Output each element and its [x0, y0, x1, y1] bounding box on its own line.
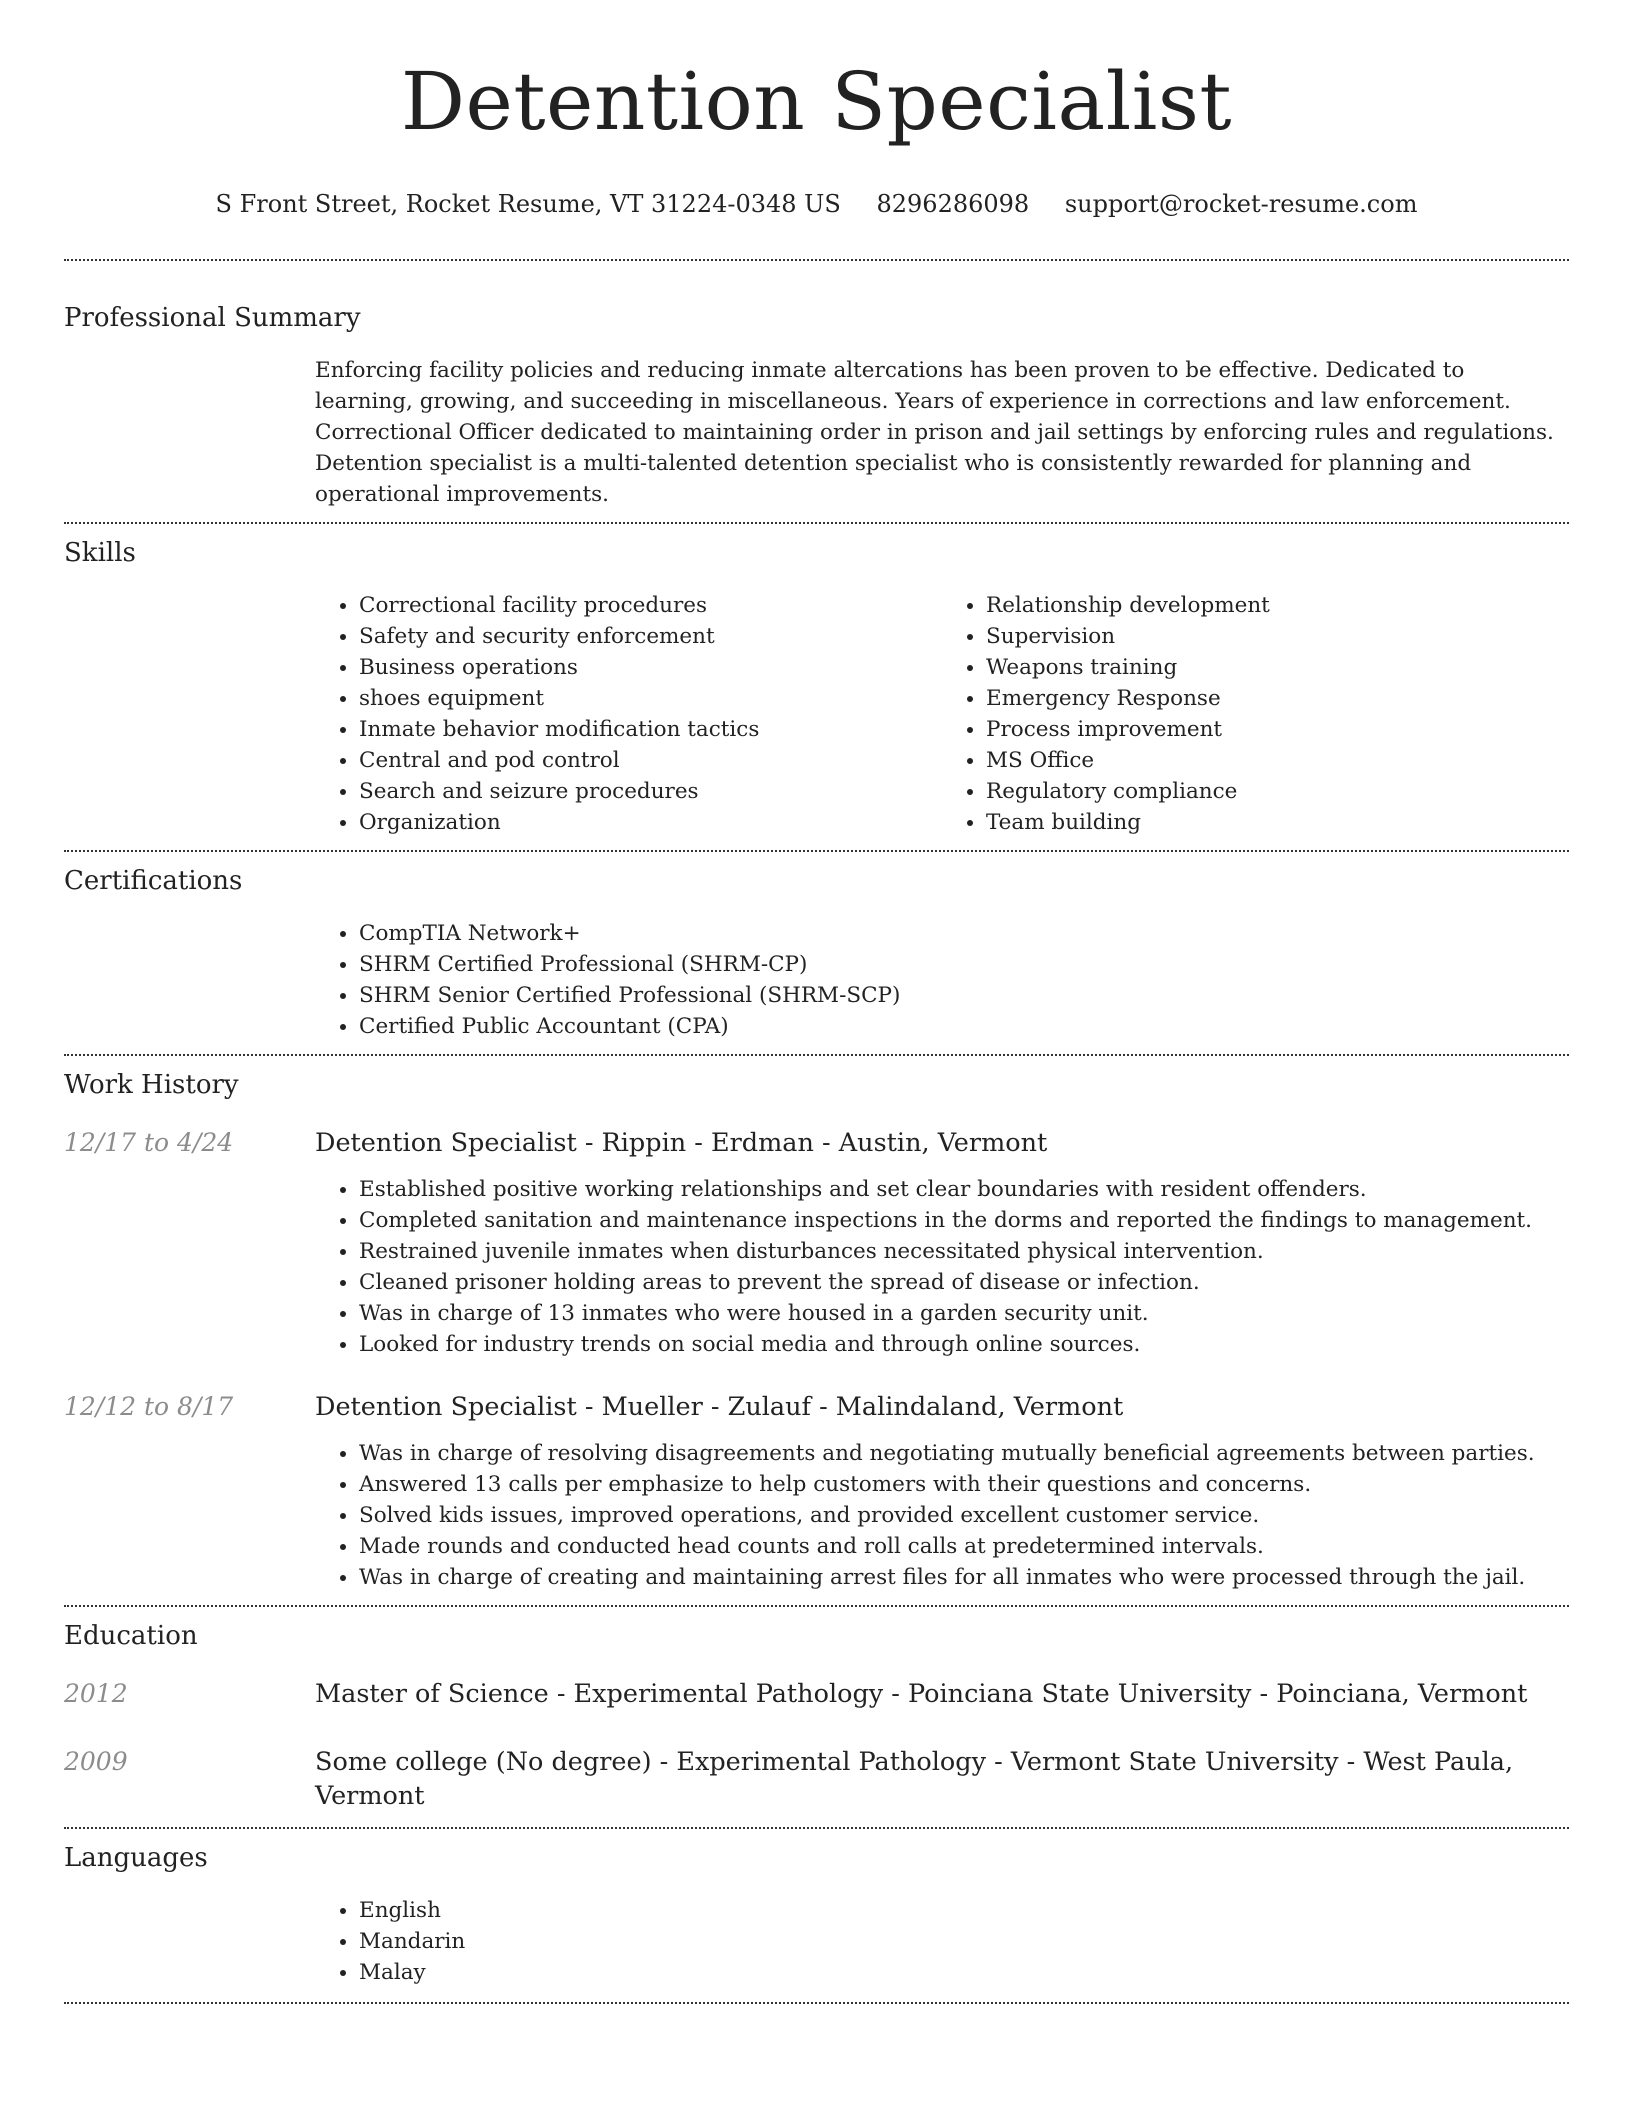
section-divider	[64, 850, 1569, 852]
certifications-section	[64, 864, 1569, 1042]
job-title: Detention Specialist - Mueller - Zulauf - Malindaland, Vermont	[315, 1392, 1124, 1422]
summary-text: Enforcing facility policies and reducing inmate altercations has been proven to be effective. Dedicated to learning, growing, and succeeding in miscellaneous. Years of experience in corrections and law enforcement. Correctional Officer dedicated to maintaining order in prison and jail settings by enforcing rules and regulations. Detention specialist is a multi-talented detention specialist who is consistently rewarded for planning and operational improvements.	[315, 358, 1554, 507]
job-bullet: • Was in charge of resolving disagreements and negotiating mutually beneficial agreements between parties.	[359, 1438, 1569, 1469]
skill-item: • Regulatory compliance	[986, 776, 1569, 807]
job-details	[315, 1174, 1569, 1360]
skills-list-left	[315, 590, 942, 838]
summary-section	[64, 301, 1569, 510]
languages-list	[315, 1895, 1569, 1988]
contact-phone: 8296286098	[876, 190, 1030, 218]
education-entry	[64, 1745, 1569, 1813]
section-divider	[64, 259, 1569, 261]
skill-item: • Central and pod control	[359, 745, 942, 776]
skill-item: • Team building	[986, 807, 1569, 838]
section-title-work: Work History	[64, 1070, 239, 1100]
resume-page	[64, 0, 1569, 2004]
job-bullets	[315, 1438, 1569, 1593]
summary-content	[315, 355, 1569, 510]
job-bullet: • Solved kids issues, improved operations, and provided excellent customer service.	[359, 1500, 1569, 1531]
section-title-skills: Skills	[64, 538, 136, 568]
education-year: 2009	[64, 1747, 128, 1776]
education-year: 2012	[64, 1679, 128, 1708]
skill-item: • Inmate behavior modification tactics	[359, 714, 942, 745]
skill-item: • Search and seizure procedures	[359, 776, 942, 807]
language-item: • Mandarin	[359, 1926, 1569, 1957]
job-bullets	[315, 1174, 1569, 1360]
skill-item: • Emergency Response	[986, 683, 1569, 714]
section-title-certifications: Certifications	[64, 866, 243, 896]
skill-item: • Supervision	[986, 621, 1569, 652]
languages-section	[64, 1841, 1569, 1988]
contact-address: S Front Street, Rocket Resume, VT 31224-0348 US	[215, 190, 841, 218]
education-title: Master of Science - Experimental Pathology - Poinciana State University - Poinciana, Vermont	[315, 1679, 1528, 1709]
contact-line	[64, 188, 1569, 220]
language-item: • English	[359, 1895, 1569, 1926]
section-divider	[64, 2002, 1569, 2004]
certifications-content	[315, 918, 1569, 1042]
job-bullet: • Completed sanitation and maintenance inspections in the dorms and reported the findings to management.	[359, 1205, 1569, 1236]
job-bullet: • Restrained juvenile inmates when disturbances necessitated physical intervention.	[359, 1236, 1569, 1267]
skill-item: • Relationship development	[986, 590, 1569, 621]
job-bullet: • Made rounds and conducted head counts and roll calls at predetermined intervals.	[359, 1531, 1569, 1562]
languages-content	[315, 1895, 1569, 1988]
job-dates: 12/17 to 4/24	[64, 1128, 234, 1157]
job-bullet: • Was in charge of 13 inmates who were housed in a garden security unit.	[359, 1298, 1569, 1329]
certification-item: • Certified Public Accountant (CPA)	[359, 1011, 1569, 1042]
skill-item: • Business operations	[359, 652, 942, 683]
section-divider	[64, 1827, 1569, 1829]
job-entry	[64, 1126, 1569, 1360]
job-entry	[64, 1390, 1569, 1593]
language-item: • Malay	[359, 1957, 1569, 1988]
certification-item: • SHRM Senior Certified Professional (SHRM-SCP)	[359, 980, 1569, 1011]
job-bullet: • Established positive working relationships and set clear boundaries with resident offenders.	[359, 1174, 1569, 1205]
education-section	[64, 1619, 1569, 1813]
section-title-summary: Professional Summary	[64, 303, 361, 333]
skills-section	[64, 536, 1569, 838]
skills-columns	[315, 590, 1569, 838]
skill-item: • MS Office	[986, 745, 1569, 776]
certification-item: • SHRM Certified Professional (SHRM-CP)	[359, 949, 1569, 980]
job-title: Detention Specialist - Rippin - Erdman - Austin, Vermont	[315, 1128, 1048, 1158]
job-details	[315, 1438, 1569, 1593]
section-divider	[64, 1605, 1569, 1607]
work-section	[64, 1068, 1569, 1593]
job-bullet: • Looked for industry trends on social media and through online sources.	[359, 1329, 1569, 1360]
skill-item: • shoes equipment	[359, 683, 942, 714]
job-bullet: • Cleaned prisoner holding areas to prevent the spread of disease or infection.	[359, 1267, 1569, 1298]
section-title-education: Education	[64, 1621, 198, 1651]
job-dates: 12/12 to 8/17	[64, 1392, 234, 1421]
education-title: Some college (No degree) - Experimental Pathology - Vermont State University - West Paula, Vermont	[315, 1747, 1514, 1811]
certifications-list	[315, 918, 1569, 1042]
resume-name: Detention Specialist	[400, 55, 1233, 148]
section-divider	[64, 1054, 1569, 1056]
skill-item: • Weapons training	[986, 652, 1569, 683]
contact-email: support@rocket-resume.com	[1064, 190, 1418, 218]
section-divider	[64, 522, 1569, 524]
skills-list-right	[942, 590, 1569, 838]
skill-item: • Correctional facility procedures	[359, 590, 942, 621]
section-title-languages: Languages	[64, 1843, 208, 1873]
skill-item: • Organization	[359, 807, 942, 838]
education-entry	[64, 1677, 1569, 1711]
certification-item: • CompTIA Network+	[359, 918, 1569, 949]
skill-item: • Process improvement	[986, 714, 1569, 745]
job-bullet: • Was in charge of creating and maintaining arrest files for all inmates who were processed through the jail.	[359, 1562, 1569, 1593]
job-bullet: • Answered 13 calls per emphasize to help customers with their questions and concerns.	[359, 1469, 1569, 1500]
skill-item: • Safety and security enforcement	[359, 621, 942, 652]
